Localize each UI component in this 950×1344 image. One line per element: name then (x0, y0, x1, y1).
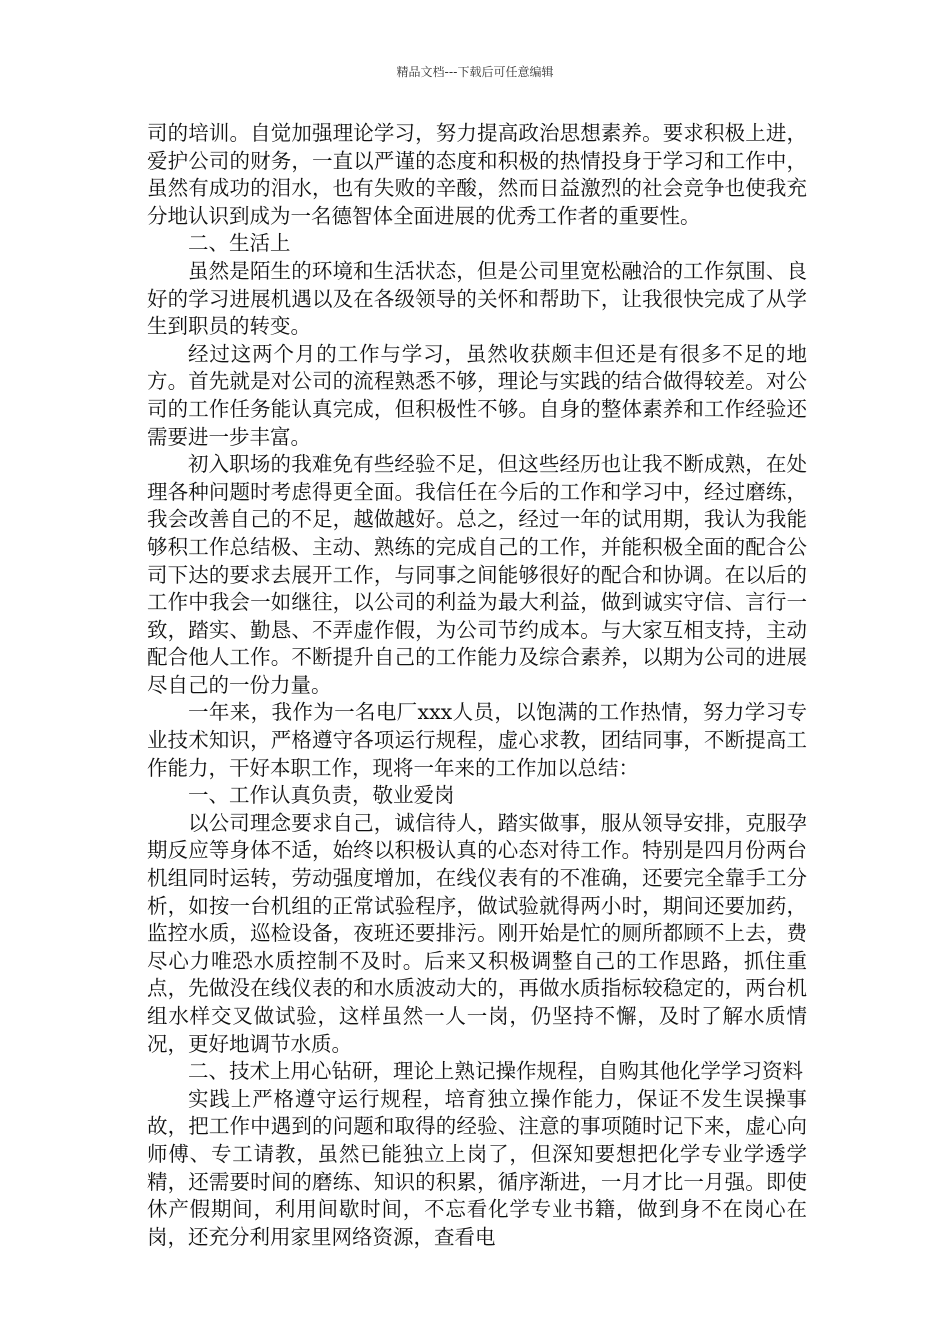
paragraph-1: 司的培训。自觉加强理论学习，努力提高政治思想素养。要求积极上进，爱护公司的财务，一直以严谨的态度和积极的热情投身于学习和工作中，虽然有成功的泪水，也有失败的辛酸，然而日益激烈的社会竞争也使我充分地认识到成为一名德智体全面进展的优秀工作者的重要性。 (147, 121, 807, 228)
paragraph-3: 虽然是陌生的环境和生活状态，但是公司里宽松融洽的工作氛围、良好的学习进展机遇以及在各级领导的关怀和帮助下，让我很快完成了从学生到职员的转变。 (147, 258, 807, 339)
paragraph-10: 实践上严格遵守运行规程，培育独立操作能力，保证不发生误操事故，把工作中遇到的问题和取得的经验、注意的事项随时记下来，虚心向师傅、专工请教，虽然已能独立上岗了，但深知要想把化学专业学透学精，还需要时间的磨练、知识的积累，循序渐进，一月才比一月强。即使休产假期间，利用间歇时间，不忘看化学专业书籍，做到身不在岗心在岗，还充分利用家里网络资源，查看电 (147, 1086, 807, 1249)
page-header: 精品文档---下载后可任意编辑 (396, 65, 554, 79)
paragraph-6: 一年来，我作为一名电厂xxx人员，以饱满的工作热情，努力学习专业技术知识，严格遵守各项运行规程，虚心求教，团结同事，不断提高工作能力，干好本职工作，现将一年来的工作加以总结： (147, 700, 807, 780)
paragraph-8: 以公司理念要求自己，诚信待人，踏实做事，服从领导安排，克服孕期反应等身体不适，始终以积极认真的心态对待工作。特别是四月份两台机组同时运转，劳动强度增加，在线仪表有的不准确，还要完全靠手工分析，如按一台机组的正常试验程序，做试验就得两小时，期间还要加药，监控水质，巡检设备，夜班还要排污。刚开始是忙的厕所都顾不上去，费尽心力唯恐水质控制不及时。后来又积极调整自己的工作思路，抓住重点，先做没在线仪表的和水质波动大的，再做水质指标较稳定的，两台机组水样交叉做试验，这样虽然一人一岗，仍坚持不懈，及时了解水质情况，更好地调节水质。 (147, 810, 807, 1056)
section-heading-technique: 二、技术上用心钻研，理论上熟记操作规程，自购其他化学学习资料 (188, 1059, 803, 1084)
document-body (147, 120, 807, 1251)
paragraph-5: 初入职场的我难免有些经验不足，但这些经历也让我不断成熟，在处理各种问题时考虑得更全面。我信任在今后的工作和学习中，经过磨练，我会改善自己的不足，越做越好。总之，经过一年的试用期，我认为我能够积工作总结极、主动、熟练的完成自己的工作，并能积极全面的配合公司下达的要求去展开工作，与同事之间能够很好的配合和协调。在以后的工作中我会一如继往，以公司的利益为最大利益，做到诚实守信、言行一致，踏实、勤恳、不弄虚作假，为公司节约成本。与大家互相支持，主动配合他人工作。不断提升自己的工作能力及综合素养，以期为公司的进展尽自己的一份力量。 (147, 452, 807, 697)
section-heading-life: 二、生活上 (188, 231, 291, 256)
paragraph-4: 经过这两个月的工作与学习，虽然收获颇丰但还是有很多不足的地方。首先就是对公司的流程熟悉不够，理论与实践的结合做得较差。对公司的工作任务能认真完成，但积极性不够。自身的整体素养和工作经验还需要进一步丰富。 (147, 341, 807, 449)
section-heading-work: 一、工作认真负责，敬业爱岗 (188, 783, 455, 808)
